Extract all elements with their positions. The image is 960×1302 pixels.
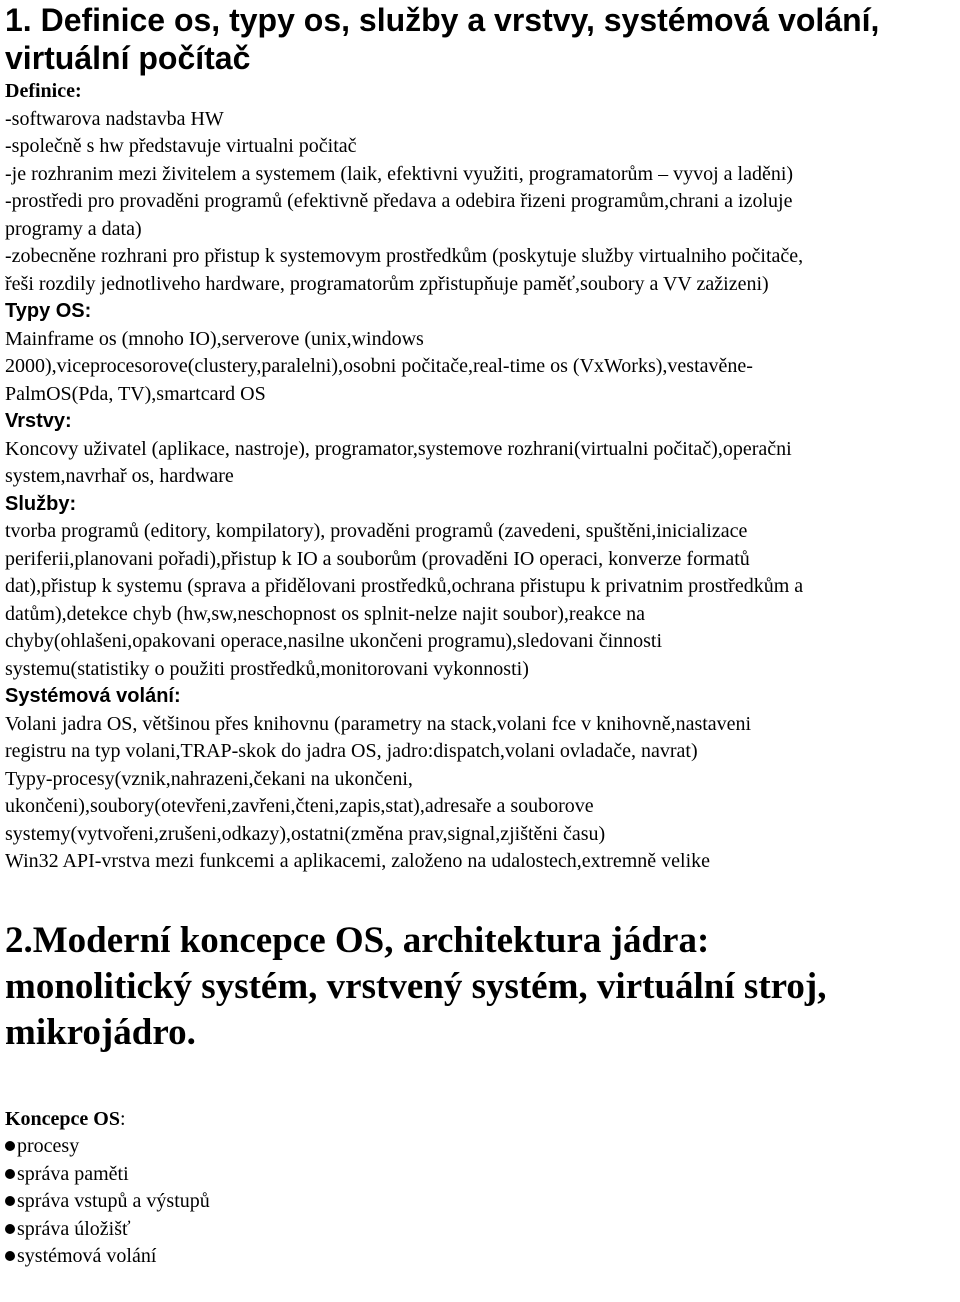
bullet-icon — [5, 1224, 15, 1234]
text-line: Typy-procesy(vznik,nahrazeni,čekani na ukončeni, — [5, 767, 413, 790]
text-line: -prostředi pro provaděni programů (efektivně předava a odebira řizeni programům,chrani a izoluje — [5, 190, 793, 212]
text-line: ukončeni),soubory(otevřeni,zavřeni,čteni,zapis,stat),adresaře a souborove — [5, 795, 594, 817]
text-line: programy a data) — [5, 217, 142, 240]
text-line: 2000),viceprocesorove(clustery,paralelni),osobni počitače,real-time os (VxWorks),vestavěne- — [5, 355, 753, 377]
text-line: -zobecněne rozhrani pro přistup k systemovym prostředkům (poskytuje služby virtualniho počitače, — [5, 245, 804, 267]
section-1-title-line: virtuální počítač — [5, 40, 251, 76]
text-line: systemu(statistiky o použiti prostředků,monitorovani vykonnosti) — [5, 657, 529, 680]
text-line: systemy(vytvořeni,zrušeni,odkazy),ostatni(změna prav,signal,zjištěni času) — [5, 822, 606, 845]
list-item — [5, 1133, 960, 1161]
bullet-icon — [5, 1169, 15, 1179]
list-item-label: správa vstupů a výstupů — [17, 1190, 210, 1212]
document-page — [5, 0, 960, 1271]
text-line: -je rozhranim mezi živitelem a systemem (laik, efektivni využiti, programatorům – vyvoj a laděni) — [5, 162, 794, 185]
koncepce-os-heading — [5, 1106, 960, 1134]
systemova-volani-block — [5, 711, 960, 876]
definice-block — [5, 106, 960, 299]
list-item-label: správa úložišť — [17, 1217, 131, 1240]
list-item — [5, 1216, 960, 1244]
text-line: řeši rozdily jednotliveho hardware, programatorům zpřistupňuje paměť,soubory a VV zažizeni) — [5, 272, 769, 295]
list-item-label: systémová volání — [17, 1245, 157, 1267]
bullet-icon — [5, 1251, 15, 1261]
text-line: periferii,planovani pořadi),přistup k IO a souborům (provaděni IO operaci, konverze formatů — [5, 547, 750, 570]
text-line: datům),detekce chyb (hw,sw,neschopnost os splnit-nelze najit soubor),reakce na — [5, 602, 645, 625]
text-line: dat),přistup k systemu (sprava a přidělovani prostředků,ochrana přistupu k privatnim prostředkům a — [5, 575, 804, 597]
koncepce-os-block — [5, 1106, 960, 1271]
text-line: registru na typ volani,TRAP-skok do jadra OS, jadro:dispatch,volani ovladače, navrat) — [5, 740, 698, 762]
text-line: PalmOS(Pda, TV),smartcard OS — [5, 382, 266, 405]
section-2-title-line: mikrojádro. — [5, 1011, 196, 1053]
list-item — [5, 1161, 960, 1189]
section-2-title-line: 2.Moderní koncepce OS, architektura jádra: — [5, 919, 710, 961]
text-line: chyby(ohlašeni,opakovani operace,nasilne ukončeni programu),sledovani činnosti — [5, 630, 663, 652]
text-line: Koncovy uživatel (aplikace, nastroje), programator,systemove rozhrani(virtualni počitač),operačni — [5, 437, 792, 460]
text-line: Volani jadra OS, většinou přes knihovnu (parametry na stack,volani fce v knihovně,nastaveni — [5, 712, 752, 735]
section-1-title — [5, 1, 960, 77]
sluzby-block — [5, 518, 960, 683]
definice-heading: Definice: — [5, 80, 82, 102]
text-line: Win32 API-vrstva mezi funkcemi a aplikacemi, založeno na udalostech,extremně velike — [5, 850, 711, 872]
typy-os-block — [5, 326, 960, 409]
list-item-label: procesy — [17, 1135, 80, 1157]
vrstvy-heading: Vrstvy: — [5, 410, 72, 432]
systemova-volani-heading: Systémová volání: — [5, 685, 181, 707]
section-1-title-line: 1. Definice os, typy os, služby a vrstvy, systémová volání, — [5, 2, 880, 38]
vrstvy-block — [5, 436, 960, 491]
text-line: tvorba programů (editory, kompilatory), provaděni programů (zavedeni, spuštěni,inicializace — [5, 520, 748, 542]
text-line: -společně s hw představuje virtualni počitač — [5, 135, 357, 157]
typy-os-heading: Typy OS: — [5, 300, 92, 322]
koncepce-os-heading-colon: : — [120, 1107, 126, 1130]
text-line: Mainframe os (mnoho IO),serverove (unix,windows — [5, 327, 424, 350]
sluzby-heading: Služby: — [5, 492, 77, 515]
section-2-title — [5, 918, 960, 1056]
text-line: -softwarova nadstavba HW — [5, 107, 224, 130]
text-line: system,navrhař os, hardware — [5, 465, 234, 487]
bullet-icon — [5, 1196, 15, 1206]
list-item — [5, 1188, 960, 1216]
section-2-title-line: monolitický systém, vrstvený systém, virtuální stroj, — [5, 965, 827, 1007]
list-item-label: správa paměti — [17, 1162, 129, 1185]
list-item — [5, 1243, 960, 1271]
koncepce-os-heading-bold: Koncepce OS — [5, 1107, 120, 1130]
bullet-icon — [5, 1141, 15, 1151]
